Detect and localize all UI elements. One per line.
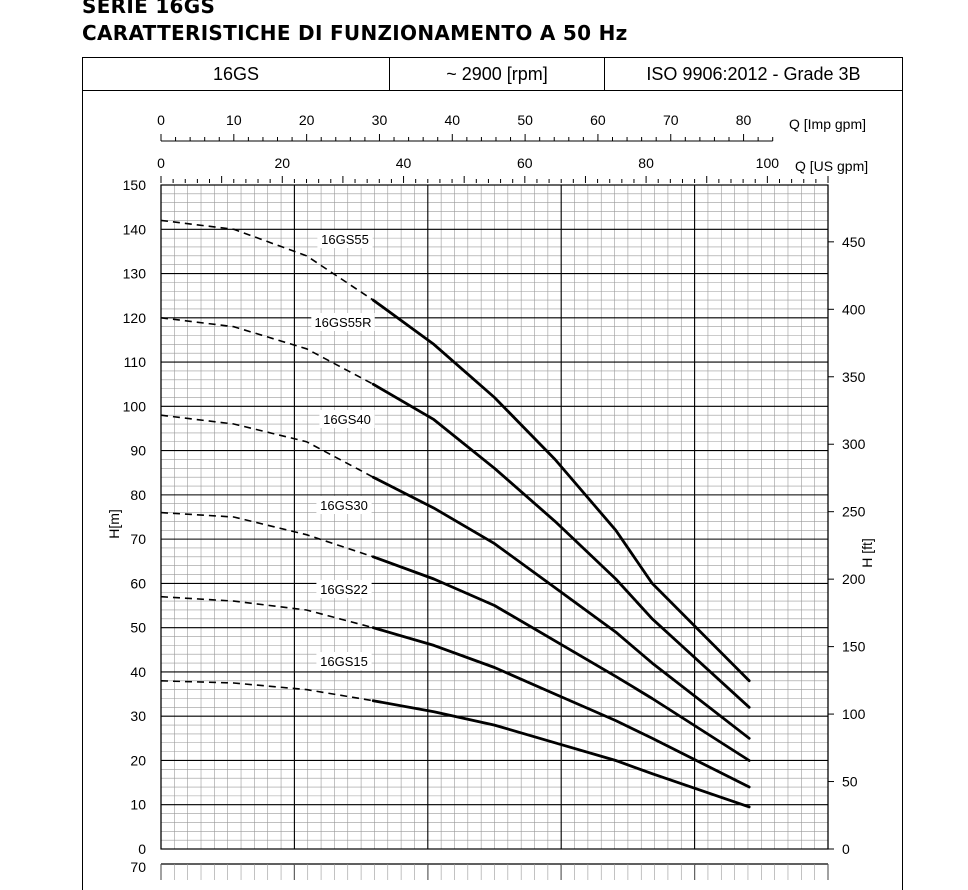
- imp-tick-label: 20: [298, 112, 315, 128]
- series-title: SERIE 16GS: [82, 0, 216, 18]
- y-right-tick-label: 200: [842, 571, 866, 588]
- imp-tick-label: 50: [517, 112, 533, 128]
- y-left-axis-label: H[m]: [106, 509, 122, 539]
- imp-tick-label: 40: [444, 112, 461, 128]
- us-tick-label: 60: [517, 155, 533, 171]
- y-left-tick-label: 90: [130, 442, 146, 459]
- y-right-tick-label: 350: [842, 368, 866, 385]
- y-left-tick-label: 130: [122, 265, 146, 282]
- us-tick-label: 0: [157, 155, 165, 171]
- y-left-tick-label: 50: [130, 619, 146, 636]
- curve-dashed-16GS30: [161, 513, 373, 557]
- y-left-tick-label: 140: [122, 221, 146, 238]
- us-tick-label: 40: [395, 155, 412, 171]
- model-cell: 16GS: [212, 63, 260, 84]
- us-axis-label: Q [US gpm]: [795, 158, 869, 174]
- curve-label-16GS15: 16GS15: [320, 654, 368, 669]
- y-right-tick-label: 150: [842, 638, 866, 655]
- minor-grid: [161, 185, 828, 849]
- standard-cell: ISO 9906:2012 - Grade 3B: [604, 58, 902, 90]
- y-left-tick-label: 20: [130, 752, 146, 769]
- curve-label-16GS40: 16GS40: [323, 412, 371, 427]
- us-tick-label: 20: [274, 155, 291, 171]
- imp-tick-label: 80: [735, 112, 752, 128]
- y-right-tick-label: 0: [842, 841, 850, 857]
- y-left-tick-label: 110: [123, 354, 146, 371]
- y-left-tick-label: 30: [130, 708, 146, 725]
- y-left-tick-label: 80: [130, 486, 146, 503]
- imp-tick-label: 70: [662, 112, 679, 128]
- y-right-tick-label: 450: [842, 233, 866, 250]
- imp-axis-label: Q [Imp gpm]: [789, 116, 867, 132]
- y-right-tick-label: 250: [842, 503, 866, 520]
- y-right-tick-label: 100: [842, 706, 866, 723]
- curve-dashed-16GS15: [161, 681, 373, 701]
- y-left-tick-label: 60: [130, 575, 146, 592]
- y-left-tick-label: 100: [122, 398, 146, 415]
- imp-tick-label: 0: [157, 112, 165, 128]
- y-left-tick-label: 0: [138, 841, 146, 857]
- imp-tick-label: 10: [226, 112, 242, 128]
- us-tick-label: 100: [755, 155, 780, 171]
- y-left-tick-label: 120: [122, 309, 146, 326]
- y-right-tick-label: 300: [842, 436, 866, 453]
- imp-tick-label: 60: [590, 112, 606, 128]
- curve-label-16GS22: 16GS22: [320, 582, 368, 597]
- y-right-tick-label: 400: [842, 301, 866, 318]
- imp-tick-label: 30: [371, 112, 388, 128]
- y-left-tick-label: 10: [130, 796, 146, 813]
- rpm-cell: ~ 2900 [rpm]: [389, 58, 604, 90]
- y-left-tick-label: 70: [130, 531, 146, 548]
- page-title: CARATTERISTICHE DI FUNZIONAMENTO A 50 Hz: [82, 21, 628, 45]
- y-left-tick-label: 150: [122, 177, 146, 193]
- us-tick-label: 80: [638, 155, 654, 171]
- y-left-tick-label: 40: [130, 663, 146, 680]
- lower-y-tick-label: 70: [130, 859, 146, 875]
- curve-label-16GS55: 16GS55: [321, 232, 369, 247]
- y-right-axis-label: H [ft]: [859, 538, 875, 568]
- curve-label-16GS30: 16GS30: [320, 498, 368, 513]
- y-right-tick-label: 50: [842, 773, 858, 790]
- curve-label-16GS55R: 16GS55R: [314, 315, 372, 330]
